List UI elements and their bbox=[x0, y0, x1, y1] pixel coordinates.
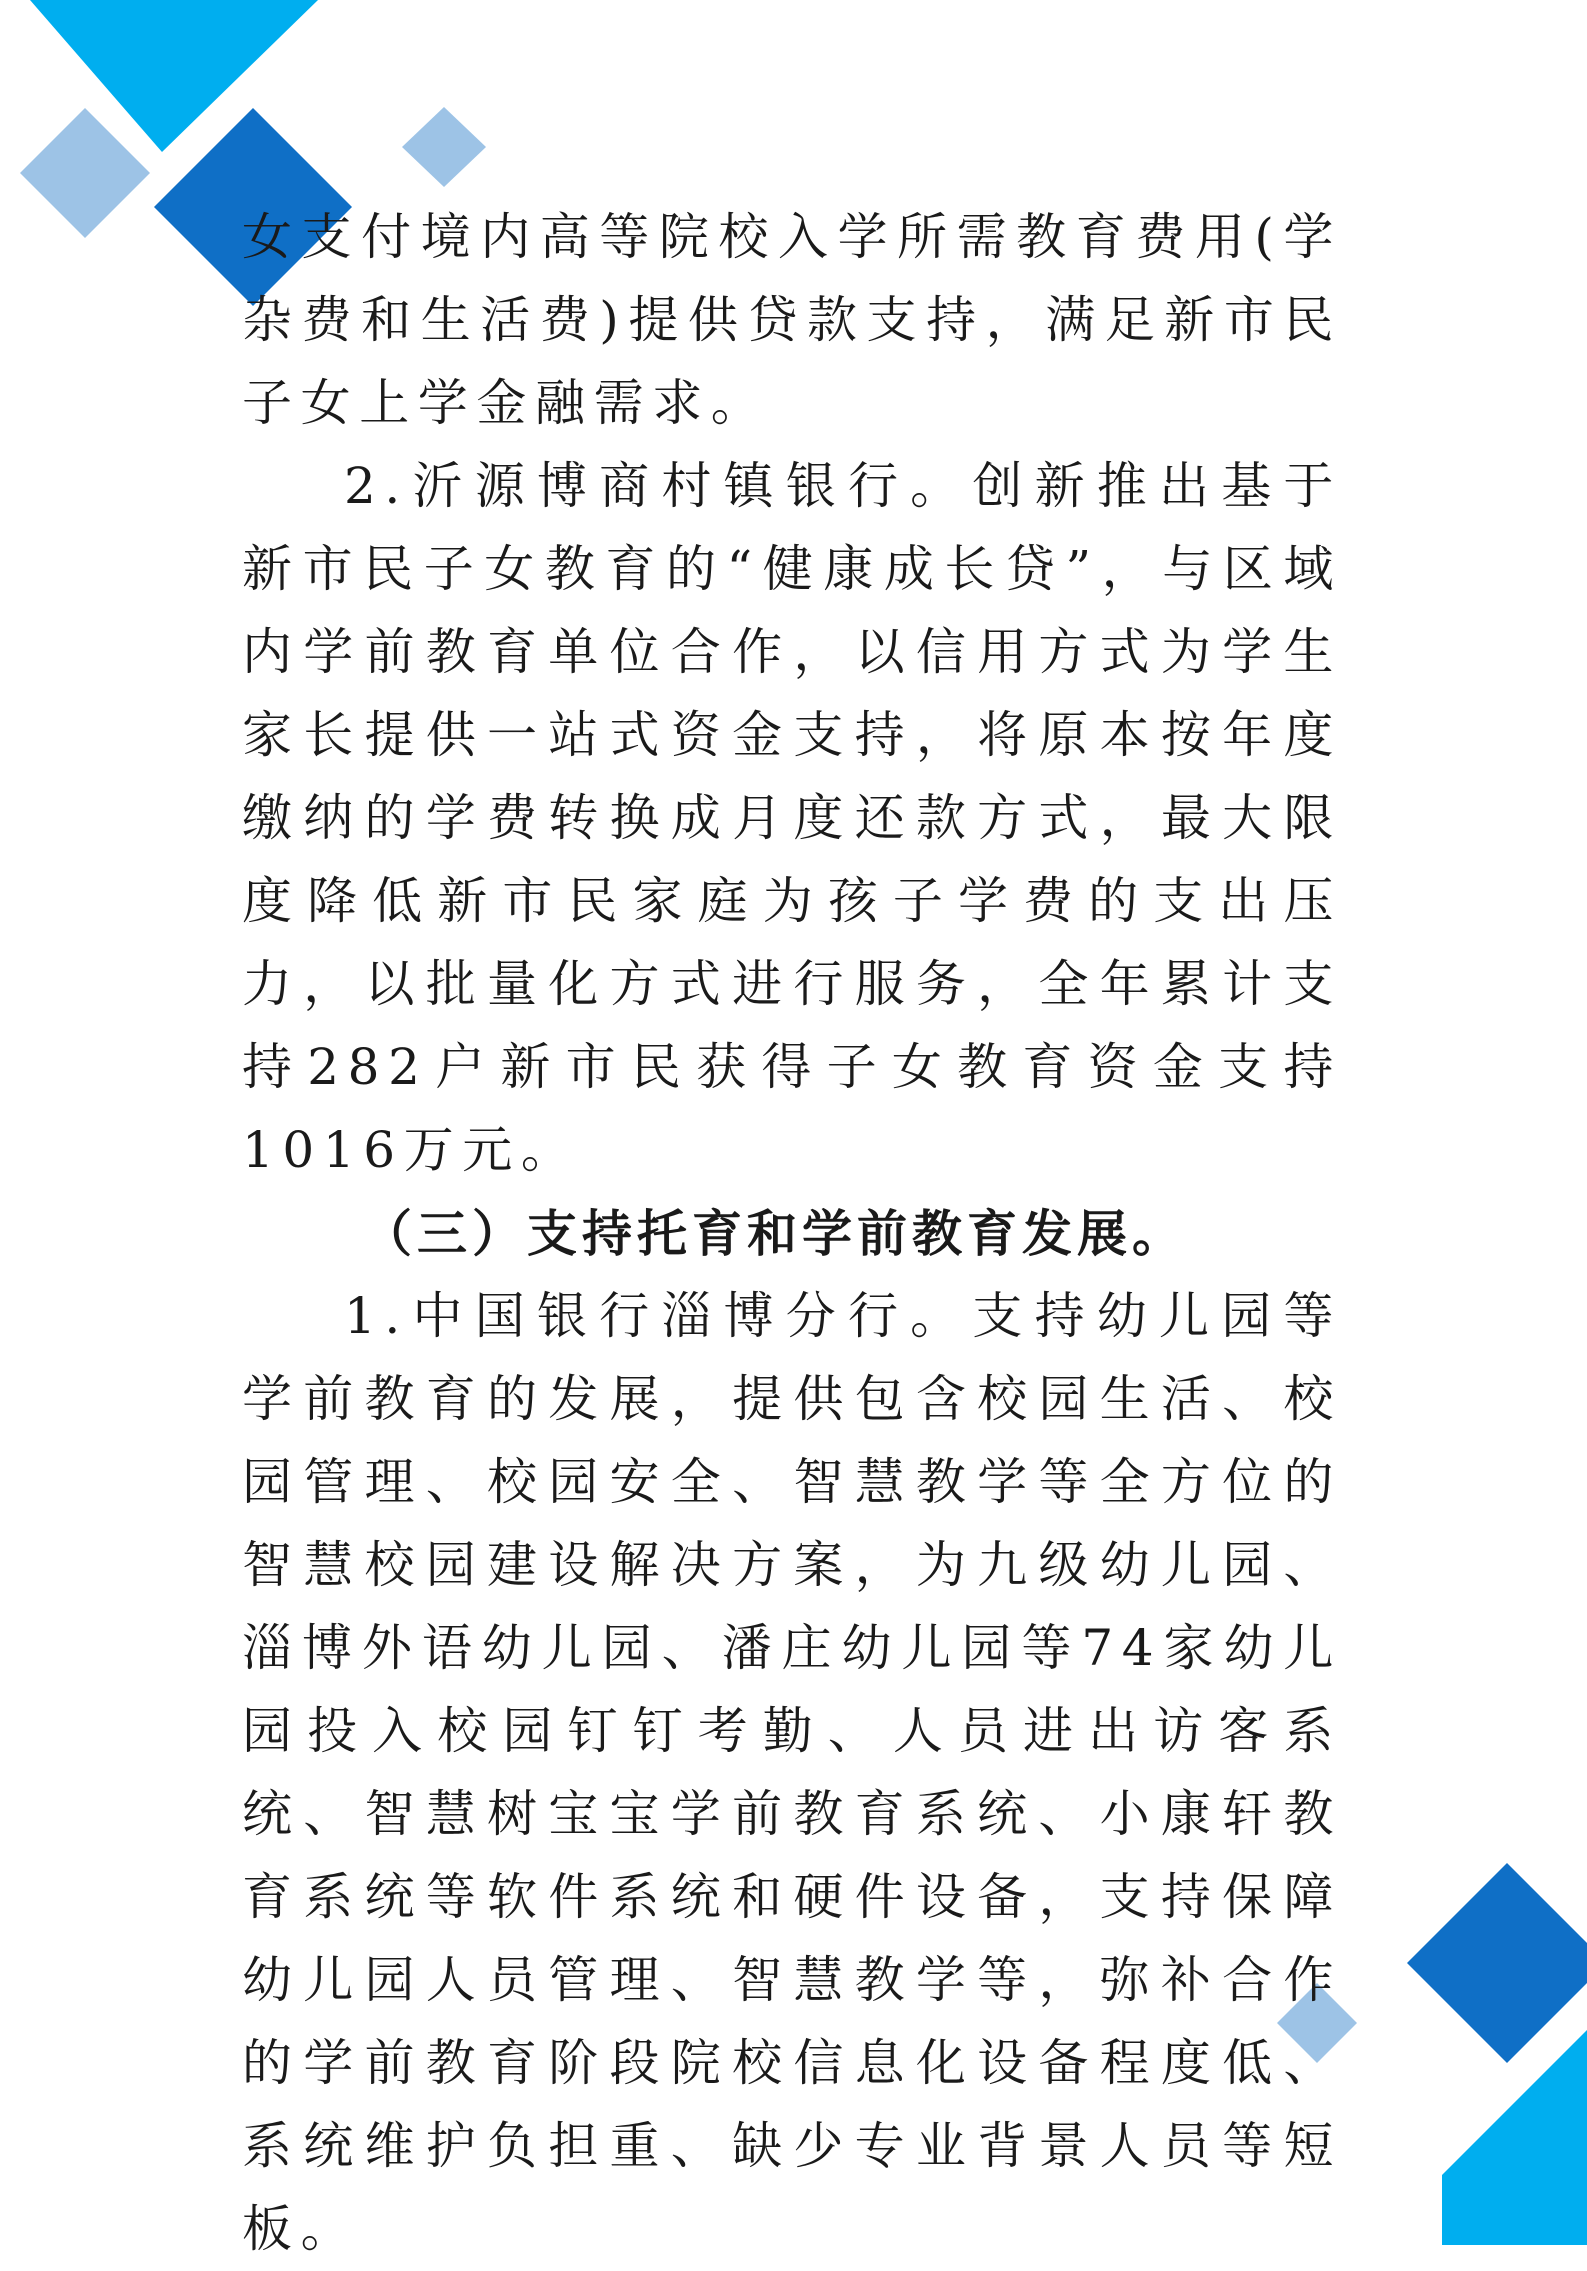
paragraph-continuation: 女支付境内高等院校入学所需教育费用(学杂费和生活费)提供贷款支持，满足新市民子女上学金融需求。 bbox=[242, 208, 1342, 432]
paragraph-bank-of-china-zibo: 1.中国银行淄博分行。支持幼儿园等学前教育的发展，提供包含校园生活、校园管理、校园安全、智慧教学等全方位的智慧校园建设解决方案，为九级幼儿园、淄博外语幼儿园、潘庄幼儿园等74家幼儿园投入校园钉钉考勤、人员进出访客系统、智慧树宝宝学前教育系统、小康轩教育系统等软件系统和硬件设备，支持保障幼儿园人员管理、智慧教学等，弥补合作的学前教育阶段院校信息化设备程度低、系统维护负担重、缺少专业背景人员等短板。 bbox=[242, 1287, 1342, 2258]
section-heading-3: （三）支持托育和学前教育发展。 bbox=[362, 1204, 1187, 1263]
paragraph-yiyuan-bank: 2.沂源博商村镇银行。创新推出基于新市民子女教育的“健康成长贷”，与区域内学前教育单位合作，以信用方式为学生家长提供一站式资金支持，将原本按年度缴纳的学费转换成月度还款方式，最大限度降低新市民家庭为孩子学费的支出压力，以批量化方式进行服务，全年累计支持282户新市民获得子女教育资金支持1016万元。 bbox=[242, 457, 1342, 1179]
document-body bbox=[242, 196, 1342, 2271]
top-left-small-diamond bbox=[402, 107, 486, 187]
bottom-right-dark-diamond bbox=[1407, 1863, 1587, 2063]
bottom-right-cyan-triangle bbox=[1442, 2030, 1587, 2245]
top-left-light-diamond bbox=[20, 108, 150, 238]
